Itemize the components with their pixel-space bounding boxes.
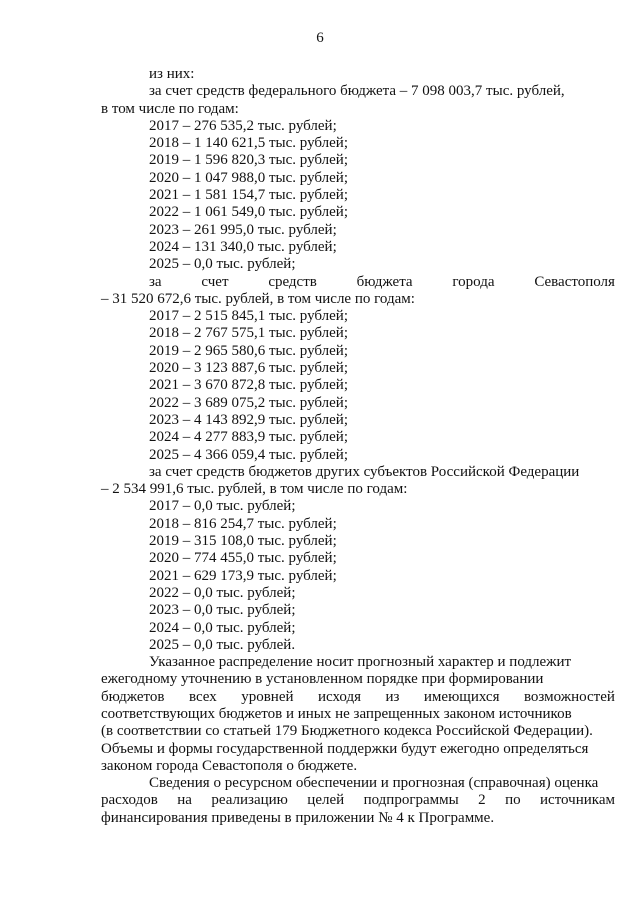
paragraph-line: соответствующих бюджетов и иных не запрещенных законом источников bbox=[101, 705, 572, 722]
city-heading-word: за bbox=[149, 273, 162, 290]
subjects-year-item: 2023 – 0,0 тыс. рублей; bbox=[149, 602, 296, 619]
paragraph-word: целей bbox=[307, 792, 345, 809]
paragraph-word: на bbox=[177, 792, 192, 809]
federal-year-item: 2022 – 1 061 549,0 тыс. рублей; bbox=[149, 204, 348, 221]
paragraph-word: исходя bbox=[317, 688, 361, 705]
subjects-year-item: 2025 – 0,0 тыс. рублей. bbox=[149, 636, 296, 653]
paragraph-word: подпрограммы bbox=[363, 792, 459, 809]
subjects-year-item: 2024 – 0,0 тыс. рублей; bbox=[149, 619, 296, 636]
federal-year-item: 2025 – 0,0 тыс. рублей; bbox=[149, 256, 296, 273]
city-year-item: 2017 – 2 515 845,1 тыс. рублей; bbox=[149, 308, 348, 325]
federal-year-item: 2018 – 1 140 621,5 тыс. рублей; bbox=[149, 135, 348, 152]
city-heading-word: города bbox=[452, 273, 495, 290]
paragraph-line: Объемы и формы государственной поддержки будут ежегодно определяться bbox=[101, 740, 589, 757]
city-year-item: 2020 – 3 123 887,6 тыс. рублей; bbox=[149, 360, 348, 377]
paragraph-line bbox=[101, 689, 615, 706]
paragraph-line: законом города Севастополя о бюджете. bbox=[101, 757, 358, 774]
page-number: 6 bbox=[316, 30, 324, 46]
city-heading bbox=[101, 274, 615, 291]
city-year-item: 2019 – 2 965 580,6 тыс. рублей; bbox=[149, 342, 348, 359]
city-year-item: 2025 – 4 366 059,4 тыс. рублей; bbox=[149, 446, 348, 463]
subjects-year-item: 2018 – 816 254,7 тыс. рублей; bbox=[149, 515, 337, 532]
subjects-year-item: 2021 – 629 173,9 тыс. рублей; bbox=[149, 567, 337, 584]
city-year-item: 2021 – 3 670 872,8 тыс. рублей; bbox=[149, 377, 348, 394]
paragraph-word: уровней bbox=[241, 688, 294, 705]
city-continuation: – 31 520 672,6 тыс. рублей, в том числе по годам: bbox=[101, 290, 415, 307]
paragraph-word: расходов bbox=[101, 792, 158, 809]
federal-year-item: 2023 – 261 995,0 тыс. рублей; bbox=[149, 221, 337, 238]
subjects-years-list bbox=[101, 498, 615, 654]
paragraph-word: возможностей bbox=[523, 688, 615, 705]
paragraph-word: 2 bbox=[478, 792, 486, 809]
paragraph-line: (в соответствии со статьей 179 Бюджетного кодекса Российской Федерации). bbox=[101, 723, 593, 740]
subjects-year-item: 2019 – 315 108,0 тыс. рублей; bbox=[149, 533, 337, 550]
city-heading-word: бюджета bbox=[356, 273, 413, 290]
city-heading-word: средств bbox=[268, 273, 317, 290]
city-year-item: 2022 – 3 689 075,2 тыс. рублей; bbox=[149, 394, 348, 411]
city-year-item: 2024 – 4 277 883,9 тыс. рублей; bbox=[149, 429, 348, 446]
paragraph-word: по bbox=[505, 792, 521, 809]
subjects-year-item: 2020 – 774 455,0 тыс. рублей; bbox=[149, 550, 337, 567]
paragraph-word: реализацию bbox=[211, 792, 288, 809]
paragraph-word: всех bbox=[188, 688, 217, 705]
federal-continuation: в том числе по годам: bbox=[101, 100, 239, 117]
intro-line: из них: bbox=[149, 66, 195, 82]
paragraph-word: источникам bbox=[540, 792, 615, 809]
paragraph-line: финансирования приведены в приложении № 4 к Программе. bbox=[101, 809, 495, 826]
subjects-continuation: – 2 534 991,6 тыс. рублей, в том числе по годам: bbox=[101, 481, 408, 498]
paragraph-word: имеющихся bbox=[423, 688, 500, 705]
subjects-year-item: 2022 – 0,0 тыс. рублей; bbox=[149, 584, 296, 601]
document-body bbox=[101, 66, 615, 827]
city-year-item: 2018 – 2 767 575,1 тыс. рублей; bbox=[149, 325, 348, 342]
paragraph-line: ежегодному уточнению в установленном порядке при формировании bbox=[101, 671, 544, 688]
city-years-list bbox=[101, 308, 615, 464]
city-heading-word: счет bbox=[201, 273, 229, 290]
paragraph-word: из bbox=[385, 688, 400, 705]
federal-heading: за счет средств федерального бюджета – 7 098 003,7 тыс. рублей, bbox=[149, 83, 565, 100]
paragraph-word: бюджетов bbox=[101, 688, 165, 705]
resource-paragraph bbox=[101, 775, 615, 827]
federal-years-list bbox=[101, 118, 615, 274]
subjects-year-item: 2017 – 0,0 тыс. рублей; bbox=[149, 498, 296, 515]
paragraph-line: Сведения о ресурсном обеспечении и прогнозная (справочная) оценка bbox=[149, 775, 599, 792]
federal-year-item: 2019 – 1 596 820,3 тыс. рублей; bbox=[149, 152, 348, 169]
subjects-heading: за счет средств бюджетов других субъектов Российской Федерации bbox=[149, 463, 580, 480]
federal-year-item: 2024 – 131 340,0 тыс. рублей; bbox=[149, 238, 337, 255]
federal-year-item: 2021 – 1 581 154,7 тыс. рублей; bbox=[149, 187, 348, 204]
forecast-paragraph bbox=[101, 654, 615, 775]
paragraph-line bbox=[101, 792, 615, 809]
paragraph-line: Указанное распределение носит прогнозный характер и подлежит bbox=[149, 654, 572, 671]
federal-year-item: 2020 – 1 047 988,0 тыс. рублей; bbox=[149, 169, 348, 186]
city-year-item: 2023 – 4 143 892,9 тыс. рублей; bbox=[149, 411, 348, 428]
city-heading-word: Севастополя bbox=[534, 273, 615, 290]
federal-year-item: 2017 – 276 535,2 тыс. рублей; bbox=[149, 117, 337, 134]
